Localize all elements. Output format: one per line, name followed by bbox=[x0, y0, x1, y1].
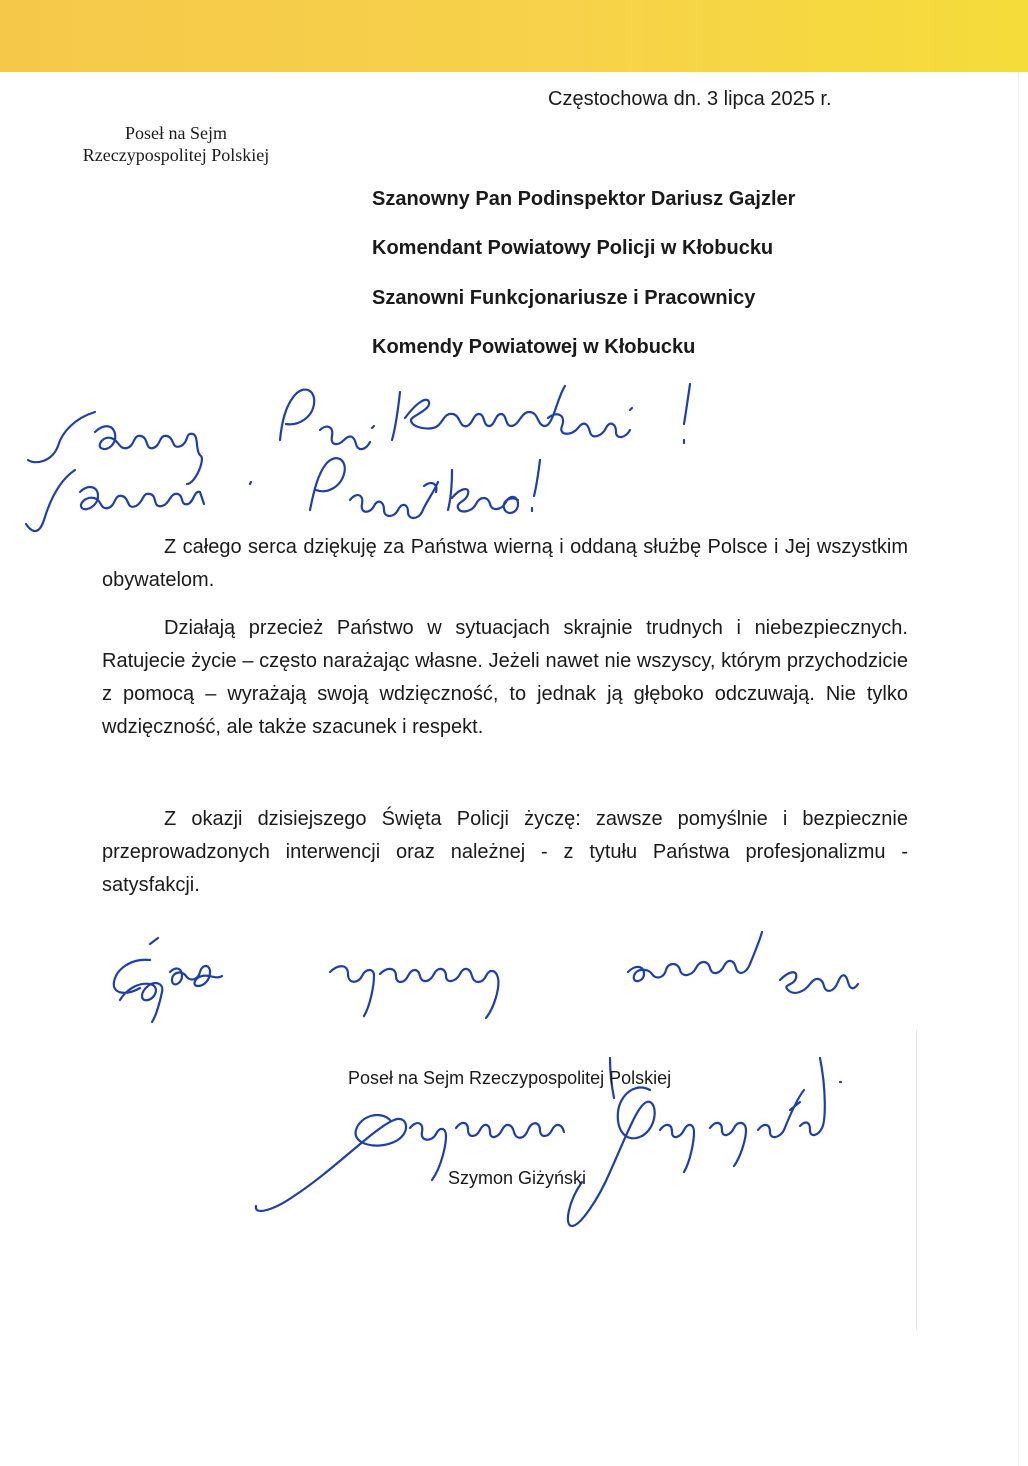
sender-line-2: Rzeczypospolitej Polskiej bbox=[82, 145, 270, 165]
handwritten-closing bbox=[114, 932, 858, 1022]
sender-line-1: Poseł na Sejm bbox=[125, 123, 227, 143]
addressee-line-1: Szanowny Pan Podinspektor Dariusz Gajzler bbox=[372, 188, 796, 210]
body-paragraph-3-text: Z okazji dzisiejszego Święta Policji życzę: zawsze pomyślnie i bezpiecznie przeprowadzonych interwencji oraz należnej - z tytułu Państwa profesjonalizmu - satysfakcji. bbox=[102, 808, 908, 896]
body-paragraph-3 bbox=[102, 803, 908, 902]
handwritten-greeting-1 bbox=[28, 384, 690, 484]
handwritten-greeting-2 bbox=[26, 458, 540, 531]
letter-date: Częstochowa dn. 3 lipca 2025 r. bbox=[548, 88, 832, 110]
addressee-line-3: Szanowni Funkcjonariusze i Pracownicy bbox=[372, 287, 756, 309]
body-paragraph-2-text: Działają przecież Państwo w sytuacjach skrajnie trudnych i niebezpiecznych. Ratujecie życie – często narażając własne. Jeżeli nawet nie wszyscy, którym przychodzicie z pomocą – wyrażają swoją wdzięczność, to jednak ją głęboko odczuwają. Nie tylko wdzięczność, ale także szacunek i respekt. bbox=[102, 617, 908, 738]
signature-name: Szymon Giżyński bbox=[448, 1168, 587, 1188]
signature-title: Poseł na Sejm Rzeczypospolitej Polskiej bbox=[348, 1068, 672, 1088]
body-paragraph-1 bbox=[102, 531, 908, 597]
body-paragraph-1-text: Z całego serca dziękuję za Państwa wierną i oddaną służbę Polsce i Jej wszystkim obywatelom. bbox=[102, 536, 908, 591]
addressee-line-2: Komendant Powiatowy Policji w Kłobucku bbox=[372, 237, 774, 259]
addressee-line-4: Komendy Powiatowej w Kłobucku bbox=[372, 336, 696, 358]
scan-artifact-line bbox=[916, 1030, 917, 1330]
body-paragraph-2 bbox=[102, 612, 908, 744]
